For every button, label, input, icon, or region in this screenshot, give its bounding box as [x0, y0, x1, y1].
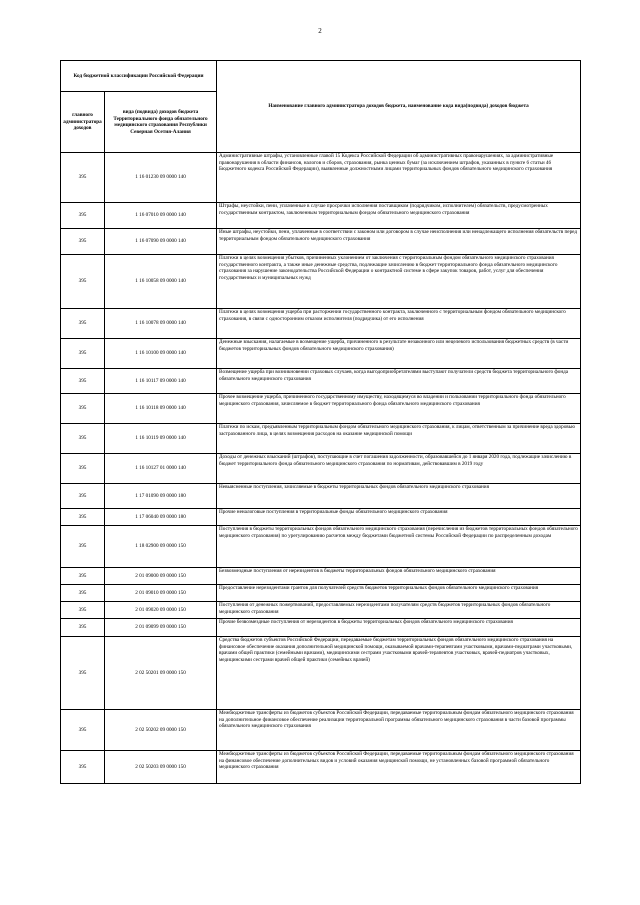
- income-code-cell: 2 01 09099 09 0000 150: [105, 619, 217, 637]
- income-code-cell: 2 02 50202 09 0000 150: [105, 710, 217, 751]
- admin-code-cell: 395: [61, 509, 105, 526]
- income-code-cell: 1 16 10117 09 0000 140: [105, 369, 217, 394]
- income-code-cell: 2 01 09020 09 0000 150: [105, 602, 217, 619]
- income-name-cell: Безвозмездные поступления от нерезидентов в бюджеты территориальных фондов обязательного медицинского страхования: [217, 568, 581, 585]
- income-code-cell: 1 16 10118 09 0000 140: [105, 394, 217, 424]
- budget-classification-table: [60, 60, 581, 784]
- income-code-cell: 1 16 10127 01 0000 140: [105, 454, 217, 484]
- admin-code-cell: 395: [61, 229, 105, 255]
- admin-code-cell: 395: [61, 526, 105, 568]
- income-name-cell: Межбюджетные трансферты из бюджетов субъектов Российской Федерации, передаваемые территориальным фондам обязательного медицинского страхования на дополнительное финансовое обеспечение реализации территориальной программы обязательного медицинского страхования в части базовой программы обязательного медицинского страхования: [217, 710, 581, 751]
- admin-code-cell: 395: [61, 153, 105, 203]
- page-number: 2: [318, 27, 322, 35]
- table-row: [61, 153, 581, 203]
- table-row: [61, 394, 581, 424]
- income-code-cell: 1 16 10119 09 0000 140: [105, 424, 217, 454]
- income-name-cell: Возмещение ущерба при возникновении страховых случаев, когда выгодоприобретателями выступают получатели средств бюджета территориального фонда обязательного медицинского страхования: [217, 369, 581, 394]
- admin-code-cell: 395: [61, 424, 105, 454]
- table-row: [61, 637, 581, 710]
- admin-code-cell: 395: [61, 339, 105, 369]
- table-row: [61, 424, 581, 454]
- header-name-cell: Наименование главного администратора доходов бюджета, наименование кода вида(подвида) доходов бюджета: [217, 61, 581, 153]
- income-name-cell: Поступления в бюджеты территориальных фондов обязательного медицинского страхования (перечисления из бюджетов территориальных фондов обязательного медицинского страхования) по урегулированию расчетов между бюджетами бюджетной системы Российской Федерации по распределенным доходам: [217, 526, 581, 568]
- income-code-cell: 2 02 50203 09 0000 150: [105, 751, 217, 784]
- table-row: [61, 454, 581, 484]
- income-code-cell: 1 16 07090 09 0000 140: [105, 229, 217, 255]
- table-row: [61, 710, 581, 751]
- header-kind-cell: вида (подвида) доходов бюджета Территориального фонда обязательного медицинского страхования Республики Северная Осетия-Алания: [105, 92, 217, 153]
- income-code-cell: 2 01 09000 09 0000 150: [105, 568, 217, 585]
- admin-code-cell: 395: [61, 568, 105, 585]
- admin-code-cell: 395: [61, 454, 105, 484]
- table-row: [61, 255, 581, 309]
- admin-code-cell: 395: [61, 255, 105, 309]
- income-code-cell: 1 17 01090 09 0000 180: [105, 484, 217, 509]
- income-name-cell: Поступления от денежных пожертвований, предоставляемых нерезидентами получателям средств бюджетов территориальных фондов обязательного медицинского страхования: [217, 602, 581, 619]
- income-name-cell: Невыясненные поступления, зачисляемые в бюджеты территориальных фондов обязательного медицинского страхования: [217, 484, 581, 509]
- income-name-cell: Средства бюджетов субъектов Российской Федерации, передаваемые бюджетам территориальных фондов обязательного медицинского страхования на финансовое обеспечение оказания дополнительной медицинской помощи, оказываемой врачами-терапевтами участковыми, врачами-педиатрами участковыми, врачами общей практики (семейными врачами), медицинскими сестрами участковыми врачей-терапевтов участковых, врачей-педиатров участковых, медицинскими сестрами врачей общей практики (семейных врачей): [217, 637, 581, 710]
- income-name-cell: Платежи в целях возмещения ущерба при расторжении государственного контракта, заключенного с территориальным фондом обязательного медицинского страхования, в связи с односторонним отказом исполнителя (подрядчика) от его исполнения: [217, 309, 581, 339]
- admin-code-cell: 395: [61, 203, 105, 229]
- income-name-cell: Межбюджетные трансферты из бюджетов субъектов Российской Федерации, передаваемые территориальным фондам обязательного медицинского страхования на финансовое обеспечение дополнительных видов и условий оказания медицинской помощи, не установленных базовой программой обязательного медицинского страхования: [217, 751, 581, 784]
- income-code-cell: 2 01 09010 09 0000 150: [105, 585, 217, 602]
- income-name-cell: Платежи в целях возмещения убытков, причиненных уклонением от заключения с территориальным фондом обязательного медицинского страхования государственного контракта, а также иные денежные средства, подлежащие зачислению в бюджет территориального фонда обязательного медицинского страхования за нарушение законодательства Российской Федерации о контрактной системе в сфере закупок товаров, работ, услуг для обеспечения государственных и муниципальных нужд: [217, 255, 581, 309]
- income-code-cell: 1 16 01230 09 0000 140: [105, 153, 217, 203]
- table-row: [61, 369, 581, 394]
- table-row: [61, 526, 581, 568]
- table-row: [61, 339, 581, 369]
- table-row: [61, 585, 581, 602]
- admin-code-cell: 395: [61, 585, 105, 602]
- table-row: [61, 203, 581, 229]
- table-row: [61, 602, 581, 619]
- table-row: [61, 509, 581, 526]
- admin-code-cell: 395: [61, 602, 105, 619]
- table-row: [61, 619, 581, 637]
- income-name-cell: Платежи по искам, предъявленным территориальным фондом обязательного медицинского страхования, к лицам, ответственным за причинение вреда здоровью застрахованного лица, в целях возмещения расходов на оказание медицинской помощи: [217, 424, 581, 454]
- income-name-cell: Денежные взыскания, налагаемые в возмещение ущерба, причиненного в результате незаконного или нецелевого использования бюджетных средств (в части бюджетов территориальных фондов обязательного медицинского страхования): [217, 339, 581, 369]
- header-group-cell: Код бюджетной классификации Российской Федерации: [61, 61, 217, 92]
- income-name-cell: Штрафы, неустойки, пени, уплаченные в случае просрочки исполнения поставщиком (подрядчиком, исполнителем) обязательств, предусмотренных государственным контрактом, заключенным территориальным фондом обязательного медицинского страхования: [217, 203, 581, 229]
- admin-code-cell: 395: [61, 619, 105, 637]
- income-name-cell: Прочее возмещение ущерба, причиненного государственному имуществу, находящемуся во владении и пользовании территориального фонда обязательного медицинского страхования, зачисляемое в бюджет территориального фонда обязательного медицинского страхования: [217, 394, 581, 424]
- income-name-cell: Предоставление нерезидентами грантов для получателей средств бюджетов территориальных фондов обязательного медицинского страхования: [217, 585, 581, 602]
- income-code-cell: 1 16 10100 09 0000 140: [105, 339, 217, 369]
- income-code-cell: 1 18 02900 09 0000 150: [105, 526, 217, 568]
- admin-code-cell: 395: [61, 751, 105, 784]
- income-code-cell: 1 16 10058 09 0000 140: [105, 255, 217, 309]
- admin-code-cell: 395: [61, 369, 105, 394]
- table-body: [61, 153, 581, 784]
- table-row: [61, 309, 581, 339]
- table-row: [61, 751, 581, 784]
- admin-code-cell: 395: [61, 710, 105, 751]
- income-code-cell: 1 16 07010 09 0000 140: [105, 203, 217, 229]
- admin-code-cell: 395: [61, 309, 105, 339]
- table-row: [61, 484, 581, 509]
- income-name-cell: Прочие неналоговые поступления в территориальные фонды обязательного медицинского страхования: [217, 509, 581, 526]
- income-name-cell: Доходы от денежных взысканий (штрафов), поступающие в счет погашения задолженности, образовавшейся до 1 января 2020 года, подлежащие зачислению в бюджет территориального фонда обязательного медицинского страхования по нормативам, действовавшим в 2019 году: [217, 454, 581, 484]
- income-code-cell: 1 16 10078 09 0000 140: [105, 309, 217, 339]
- table-row: [61, 568, 581, 585]
- income-code-cell: 2 02 50201 09 0000 150: [105, 637, 217, 710]
- income-code-cell: 1 17 06040 09 0000 180: [105, 509, 217, 526]
- income-name-cell: Административные штрафы, установленные главой 15 Кодекса Российской Федерации об административных правонарушениях, за административные правонарушения в области финансов, налогов и сборов, страхования, рынка ценных бумаг (за исключением штрафов, указанных в пункте 6 статьи 46 Бюджетного кодекса Российской Федерации), выявленные должностными лицами территориальных фондов обязательного медицинского страхования: [217, 153, 581, 203]
- admin-code-cell: 395: [61, 394, 105, 424]
- admin-code-cell: 395: [61, 637, 105, 710]
- income-name-cell: Прочие безвозмездные поступления от нерезидентов в бюджеты территориальных фондов обязательного медицинского страхования: [217, 619, 581, 637]
- table-header-row: [61, 61, 581, 92]
- income-name-cell: Иные штрафы, неустойки, пени, уплаченные в соответствии с законом или договором в случае неисполнения или ненадлежащего исполнения обязательств перед территориальным фондом обязательного медицинского страхования: [217, 229, 581, 255]
- header-admin-cell: главного администратора доходов: [61, 92, 105, 153]
- admin-code-cell: 395: [61, 484, 105, 509]
- table-row: [61, 229, 581, 255]
